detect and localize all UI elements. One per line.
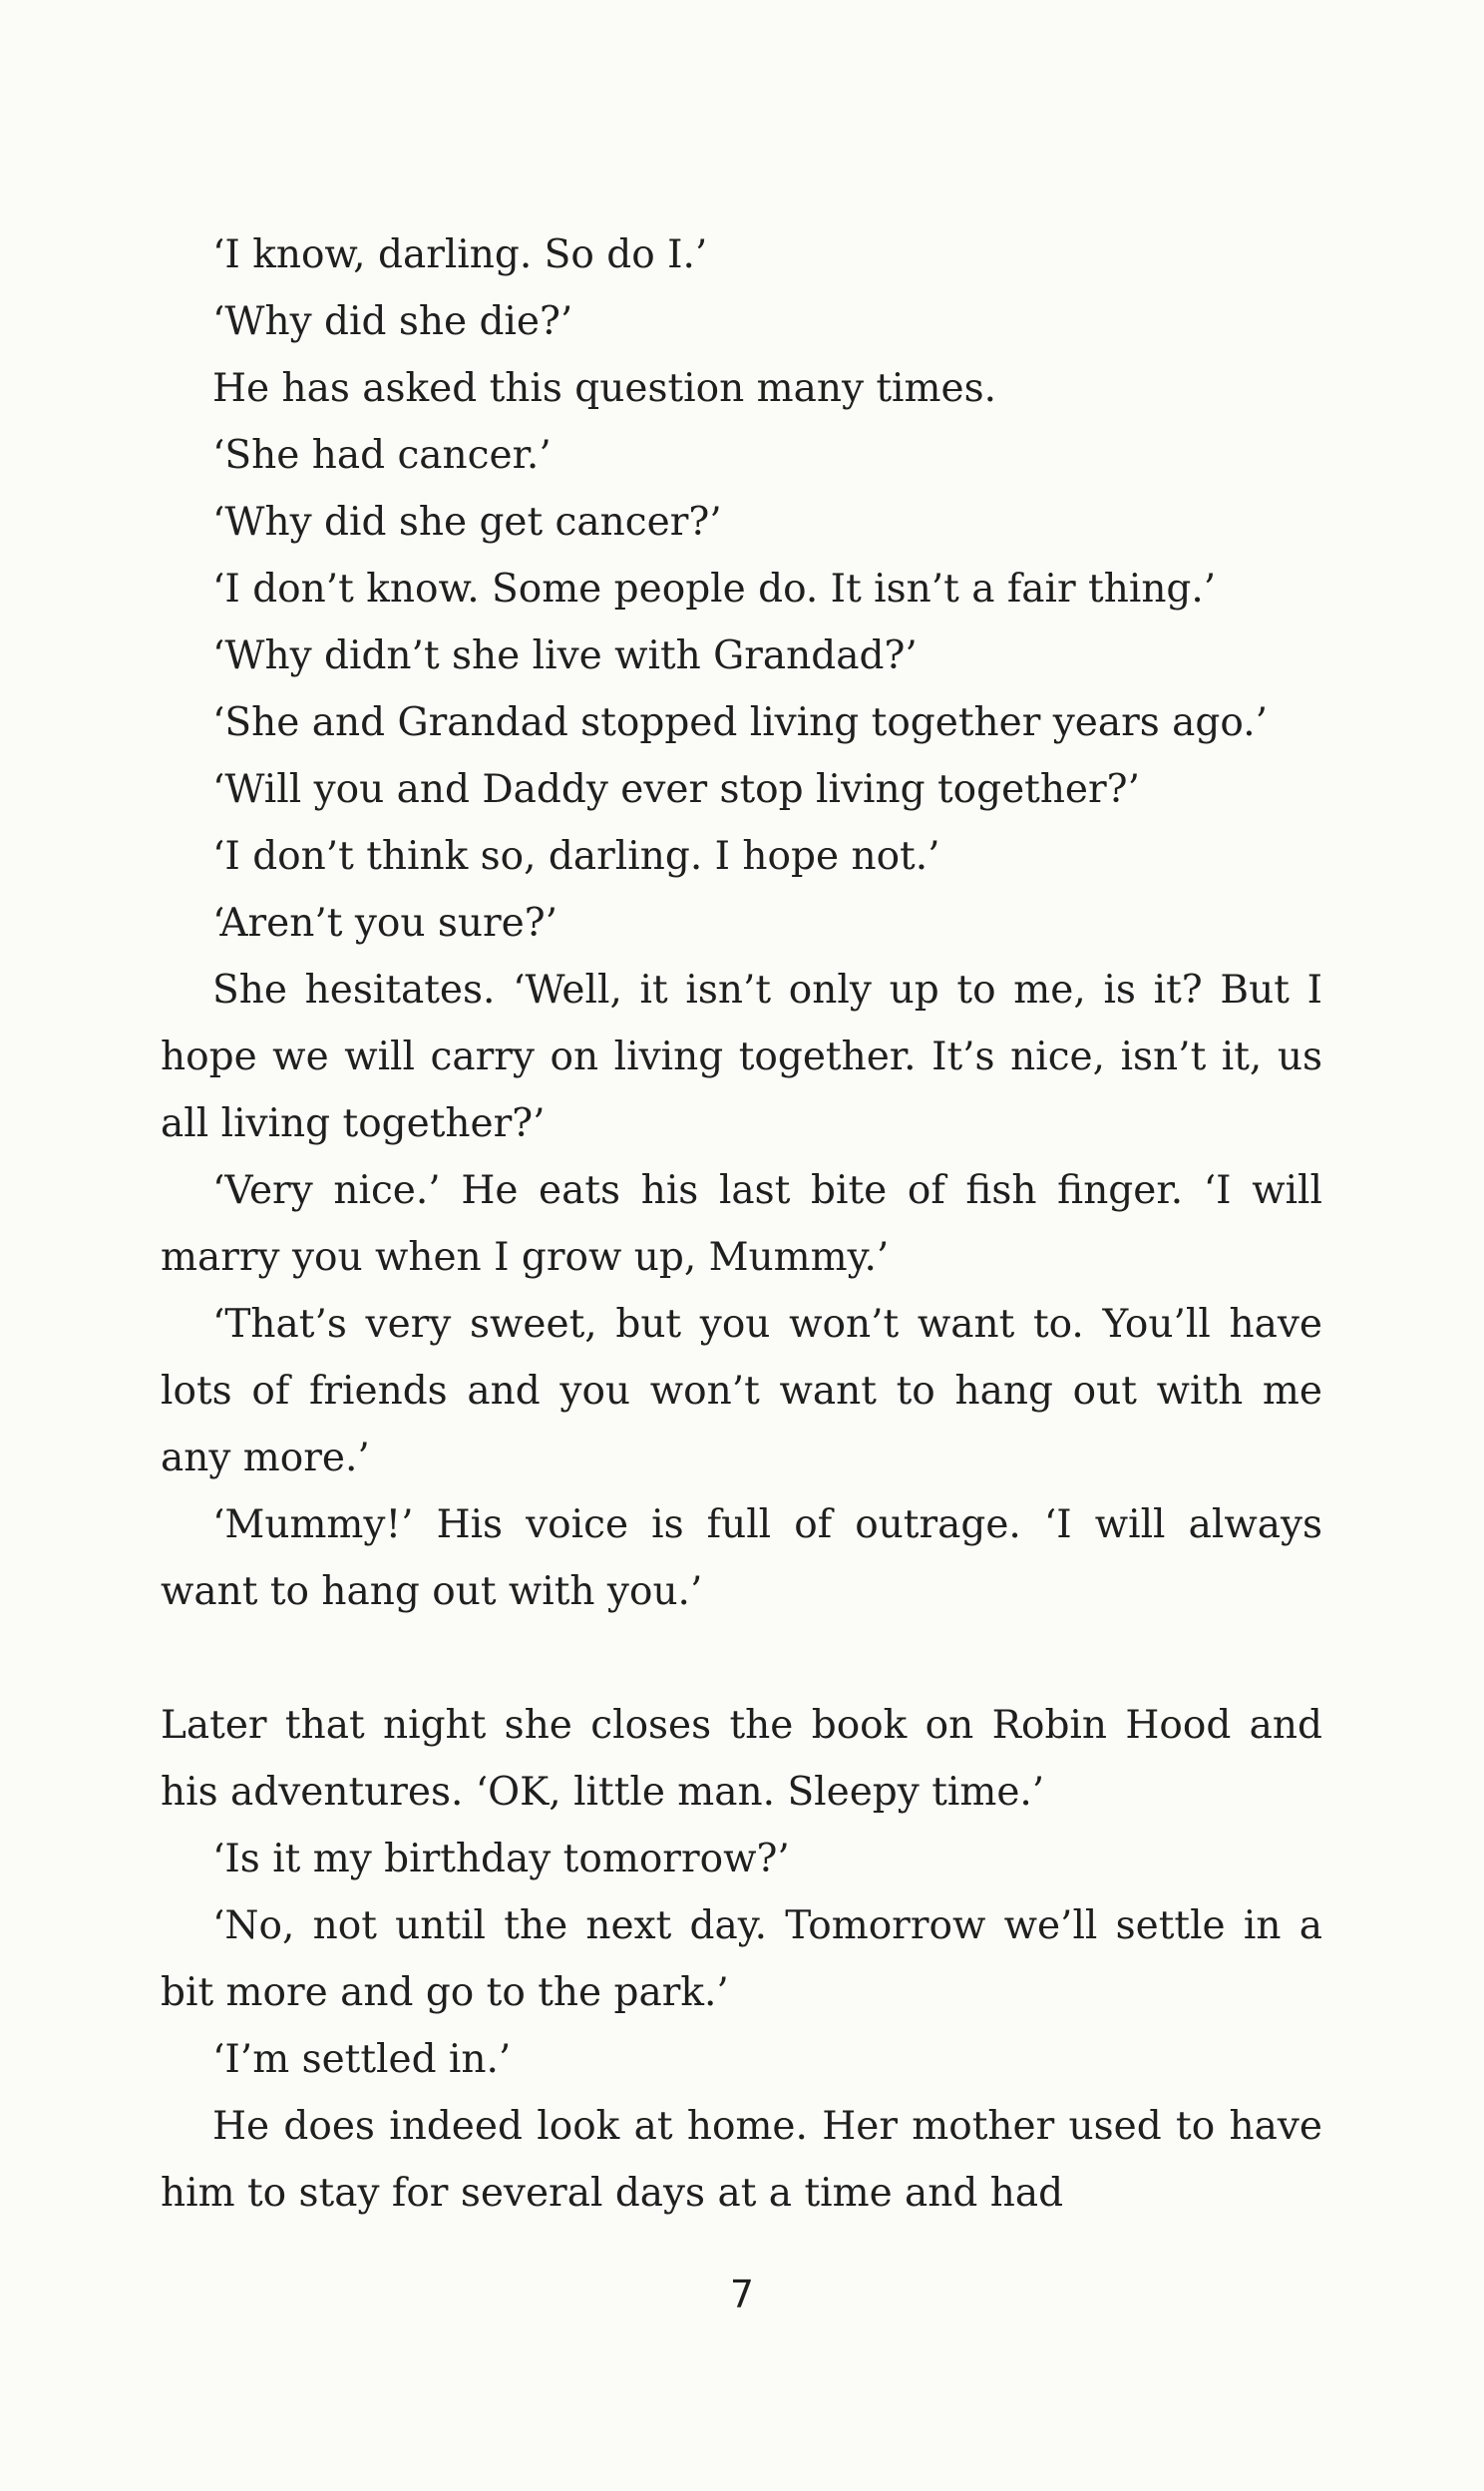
paragraph: ‘I don’t know. Some people do. It isn’t a fair thing.’	[212, 567, 1217, 612]
paragraph: ‘I’m settled in.’	[212, 2037, 512, 2082]
paragraph: ‘Why didn’t she live with Grandad?’	[212, 633, 918, 678]
paragraph: ‘Is it my birthday tomorrow?’	[212, 1837, 790, 1881]
paragraph: ‘Will you and Daddy ever stop living together?’	[212, 767, 1140, 812]
section-break	[161, 1625, 1322, 1692]
body-text	[161, 221, 1322, 2227]
paragraph: ‘That’s very sweet, but you won’t want to. You’ll have lots of friends and you won’t want to hang out with me any more.’	[161, 1302, 1322, 1480]
paragraph: ‘She had cancer.’	[212, 433, 552, 478]
paragraph: He does indeed look at home. Her mother used to have him to stay for several days at a time and had	[161, 2104, 1322, 2216]
paragraph: ‘Why did she die?’	[212, 299, 573, 344]
paragraph: He has asked this question many times.	[212, 366, 996, 411]
paragraph: ‘Aren’t you sure?’	[212, 901, 558, 946]
paragraph: She hesitates. ‘Well, it isn’t only up to me, is it? But I hope we will carry on living together. It’s nice, isn’t it, us all living together?’	[161, 968, 1322, 1146]
paragraph: ‘I don’t think so, darling. I hope not.’	[212, 834, 940, 879]
paragraph: ‘She and Grandad stopped living together years ago.’	[212, 700, 1268, 745]
paragraph: ‘Very nice.’ He eats his last bite of fish finger. ‘I will marry you when I grow up, Mummy.’	[161, 1168, 1322, 1280]
paragraph: ‘I know, darling. So do I.’	[212, 232, 708, 277]
paragraph: ‘Why did she get cancer?’	[212, 500, 722, 545]
paragraph: ‘Mummy!’ His voice is full of outrage. ‘I will always want to hang out with you.’	[161, 1502, 1322, 1614]
paragraph: ‘No, not until the next day. Tomorrow we’ll settle in a bit more and go to the park.’	[161, 1903, 1322, 2015]
paragraph: Later that night she closes the book on Robin Hood and his adventures. ‘OK, little man. Sleepy time.’	[161, 1703, 1322, 1815]
page-number: 7	[729, 2273, 755, 2316]
